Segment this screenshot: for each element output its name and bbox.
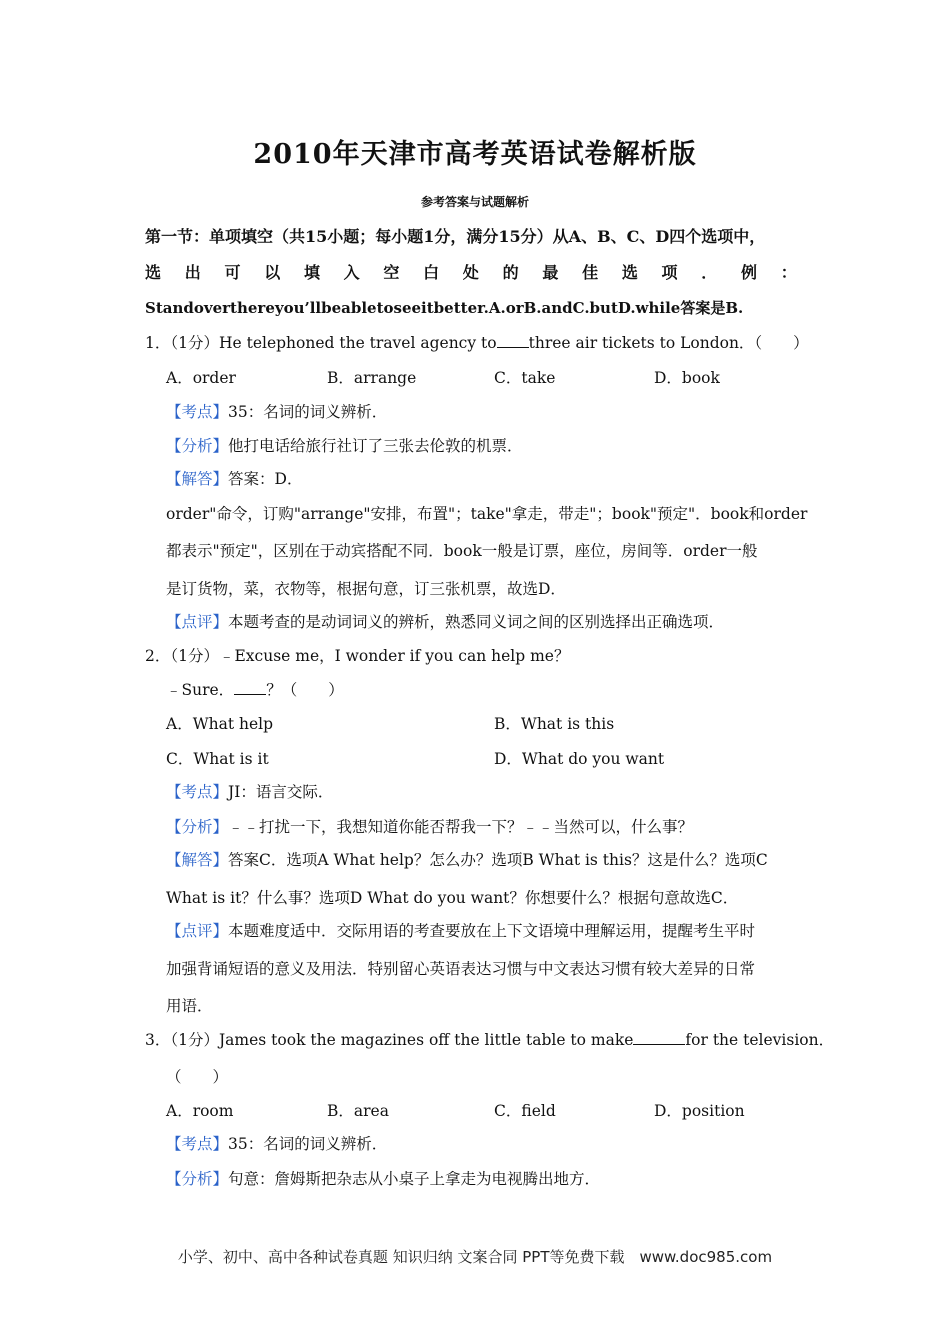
q1-explain-line: order"命令，订购"arrange"安排，布置"；take"拿走，带走"；book"预定"．book和order — [166, 505, 808, 523]
q2-jieda-line2: What is it？什么事？选项D What do you want？你想要什么？根据句意故选C． — [166, 889, 739, 907]
q2-line2-after: ？（ ） — [266, 681, 344, 699]
q1-dianping — [166, 610, 724, 632]
q2-fenxi-text: ﹣﹣打扰一下，我想知道你能否帮我一下？﹣﹣当然可以，什么事？ — [228, 818, 694, 836]
q3-option-a: A．room — [166, 1102, 234, 1120]
fenxi-tag: 【分析】 — [166, 1170, 229, 1188]
q2-option-b: B．What is this — [494, 715, 615, 733]
spread-char: 出 — [184, 263, 201, 282]
kaodian-tag: 【考点】 — [166, 403, 229, 421]
q3-option-d: D．position — [654, 1102, 745, 1120]
page-footer: 小学、初中、高中各种试卷真题 知识归纳 文案合同 PPT等免费下载 www.doc985.com — [177, 1248, 773, 1266]
spread-char: 项 — [661, 263, 678, 282]
q1-kaodian-text: 35：名词的词义辨析． — [228, 403, 388, 421]
q2-dianping-line3: 用语． — [166, 997, 213, 1015]
spread-char: 白 — [423, 263, 440, 282]
q2-option-d: D．What do you want — [494, 750, 665, 768]
q1-option-b: B．arrange — [327, 369, 417, 387]
dianping-tag: 【点评】 — [166, 922, 229, 940]
spread-char: 以 — [264, 263, 281, 282]
spread-char: 填 — [303, 263, 320, 282]
q2-option-c: C．What is it — [166, 750, 269, 768]
q2-jieda-text: 答案C．选项A What help？怎么办？选项B What is this？这是什么？选项C — [228, 851, 768, 869]
document-subtitle: 参考答案与试题解析 — [420, 195, 529, 209]
q3-kaodian-text: 35：名词的词义辨析． — [228, 1135, 388, 1153]
spread-char: 处 — [462, 263, 479, 282]
q2-kaodian-text: JI：语言交际． — [228, 783, 334, 801]
q2-line2 — [166, 678, 344, 700]
q1-stem-after: three air tickets to London．（ ） — [528, 334, 809, 352]
fenxi-tag: 【分析】 — [166, 818, 229, 836]
q3-fenxi — [166, 1167, 600, 1189]
section-instruction-spread — [145, 260, 797, 283]
dianping-tag: 【点评】 — [166, 613, 229, 631]
q2-dianping-text: 本题难度适中．交际用语的考查要放在上下文语境中理解运用，提醒考生平时 — [228, 922, 756, 940]
q1-option-c: C．take — [494, 369, 556, 387]
jieda-tag: 【解答】 — [166, 470, 229, 488]
q2-dianping-line2: 加强背诵短语的意义及用法．特别留心英语表达习惯与中文表达习惯有较大差异的日常 — [166, 960, 756, 978]
q2-stem: 2．（1分）﹣Excuse me，I wonder if you can help me？ — [145, 647, 570, 665]
q1-jieda-text: 答案：D． — [228, 470, 303, 488]
spread-char: 例 — [741, 263, 758, 282]
document-title: 2010年天津市高考英语试卷解析版 — [253, 139, 697, 170]
spread-char: 入 — [343, 263, 360, 282]
kaodian-tag: 【考点】 — [166, 783, 229, 801]
q1-explain-line: 是订货物，菜，衣物等，根据句意，订三张机票，故选D． — [166, 580, 566, 598]
q3-stem-after: for the television． — [685, 1031, 835, 1049]
q2-dianping — [166, 919, 755, 941]
q1-kaodian — [166, 400, 387, 422]
q3-kaodian — [166, 1132, 387, 1154]
spread-char: 最 — [542, 263, 559, 282]
jieda-tag: 【解答】 — [166, 851, 229, 869]
q3-blank — [633, 1044, 685, 1045]
q1-dianping-text: 本题考查的是动词词义的辨析，熟悉同义词之间的区别选择出正确选项． — [228, 613, 725, 631]
q3-stem-before: 3．（1分）James took the magazines off the little table to make — [145, 1031, 634, 1049]
spread-char: ． — [701, 263, 718, 282]
fenxi-tag: 【分析】 — [166, 437, 229, 455]
q1-stem — [145, 331, 809, 353]
spread-char: 空 — [383, 263, 400, 282]
q1-fenxi-text: 他打电话给旅行社订了三张去伦敦的机票． — [228, 437, 523, 455]
section-example: Standoverthereyou’llbeabletoseeitbetter.A.orB.andC.butD.while答案是B. — [145, 299, 744, 317]
q2-jieda — [166, 848, 768, 870]
q1-explain-line: 都表示"预定"，区别在于动宾搭配不同．book一般是订票，座位，房间等．order一般 — [166, 542, 758, 560]
q3-option-b: B．area — [327, 1102, 389, 1120]
section-intro: 第一节：单项填空（共15小题；每小题1分，满分15分）从A、B、C、D四个选项中， — [145, 227, 766, 246]
q1-fenxi — [166, 434, 523, 456]
q1-stem-before: 1．（1分）He telephoned the travel agency to — [145, 334, 497, 352]
q1-blank — [497, 347, 529, 348]
q1-option-a: A．order — [166, 369, 236, 387]
q3-paren: （ ） — [166, 1068, 229, 1086]
q2-fenxi — [166, 815, 693, 837]
kaodian-tag: 【考点】 — [166, 1135, 229, 1153]
q2-kaodian — [166, 780, 333, 802]
q1-option-d: D．book — [654, 369, 720, 387]
spread-char: 佳 — [582, 263, 599, 282]
q3-stem — [145, 1028, 834, 1050]
q3-option-c: C．field — [494, 1102, 556, 1120]
spread-char: 的 — [502, 263, 519, 282]
q1-jieda — [166, 467, 302, 489]
q3-fenxi-text: 句意：詹姆斯把杂志从小桌子上拿走为电视腾出地方． — [228, 1170, 601, 1188]
spread-char: 选 — [621, 263, 638, 282]
q2-line2-before: ﹣Sure． — [166, 681, 235, 699]
q2-option-a: A．What help — [166, 715, 274, 733]
q2-blank — [234, 694, 266, 695]
spread-char: 可 — [224, 263, 241, 282]
spread-char: 选 — [145, 263, 162, 282]
spread-char: ： — [780, 263, 797, 282]
